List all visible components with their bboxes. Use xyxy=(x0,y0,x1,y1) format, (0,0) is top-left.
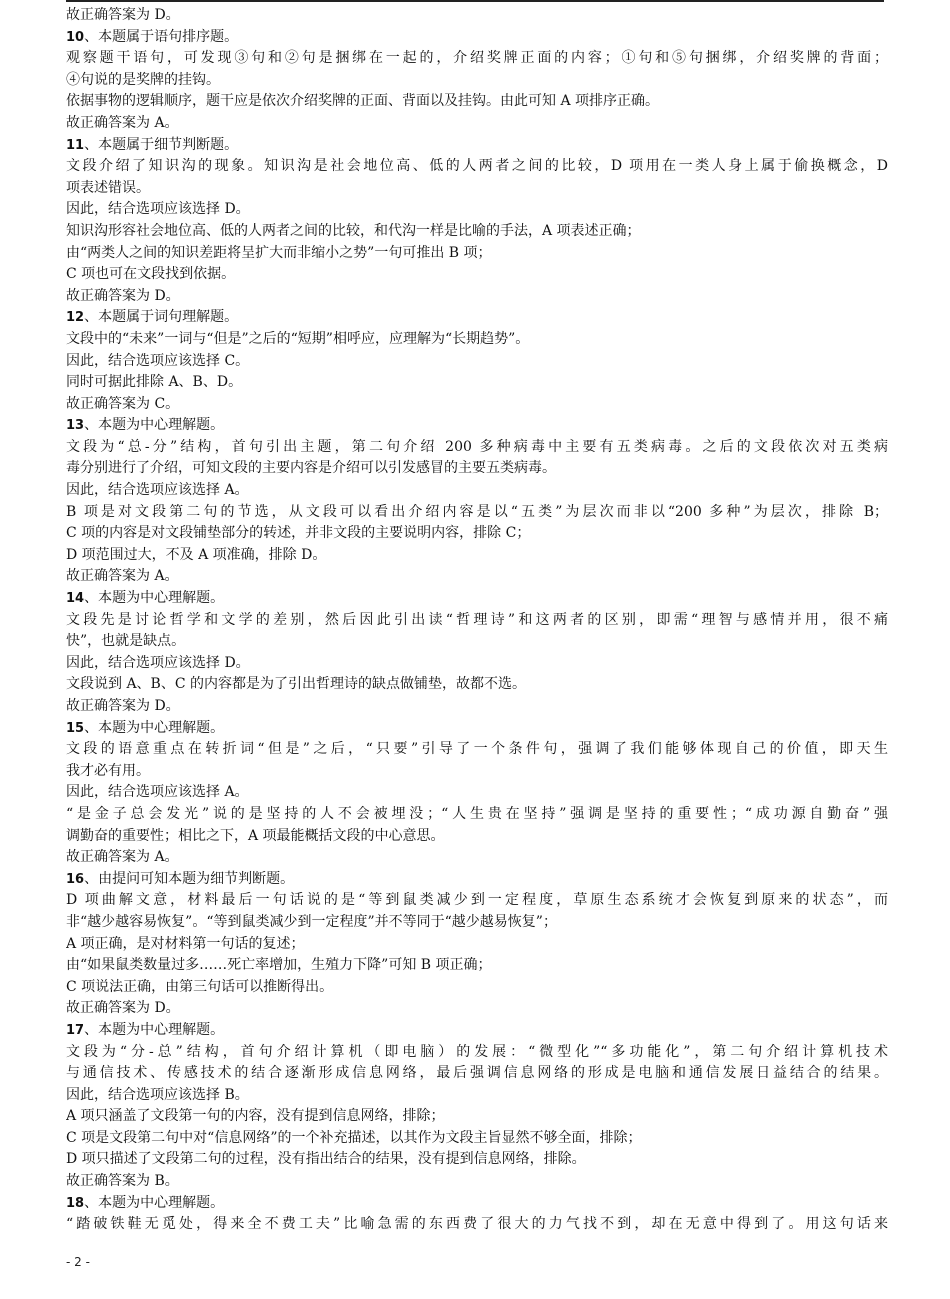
text-line: 文段先是讨论哲学和文学的差别，然后因此引出读“哲理诗”和这两者的区别，即需“理智与感情并用，很不痛 xyxy=(66,611,888,628)
text-line: 故正确答案为 D。 xyxy=(66,287,180,304)
text-line: 因此，结合选项应该选择 A。 xyxy=(66,784,249,801)
text-line: A 项只涵盖了文段第一句的内容，没有提到信息网络，排除； xyxy=(66,1108,445,1125)
text-line: 毒分别进行了介绍，可知文段的主要内容是介绍可以引发感冒的主要五类病毒。 xyxy=(66,460,556,477)
text-line: 与通信技术、传感技术的结合逐渐形成信息网络，最后强调信息网络的形成是电脑和通信发展日益结合的结果。 xyxy=(66,1065,888,1082)
question-heading xyxy=(66,415,888,437)
text-line: 故正确答案为 A。 xyxy=(66,114,179,131)
text-line: “是金子总会发光”说的是坚持的人不会被埋没；“人生贵在坚持”强调是坚持的重要性；“成功源自勤奋”强 xyxy=(66,805,888,822)
text-line: 因此，结合选项应该选择 C。 xyxy=(66,352,250,369)
text-line: 由“两类人之间的知识差距将呈扩大而非缩小之势”一句可推出 B 项； xyxy=(66,244,492,261)
text-line: 文段为“总-分”结构，首句引出主题，第二句介绍 200 多种病毒中主要有五类病毒。之后的文段依次对五类病 xyxy=(66,438,888,455)
text-line: 因此，结合选项应该选择 B。 xyxy=(66,1086,249,1103)
question-number: 10 xyxy=(66,29,85,45)
text-line: 项表述错误。 xyxy=(66,179,150,196)
question-number: 17 xyxy=(66,1022,85,1038)
text-line: D 项曲解文意，材料最后一句话说的是“等到鼠类减少到一定程度，草原生态系统才会恢复到原来的状态”，而 xyxy=(66,892,888,909)
question-number: 13 xyxy=(66,418,85,434)
question-number: 18 xyxy=(66,1195,85,1211)
text-line: 调勤奋的重要性；相比之下，A 项最能概括文段的中心意思。 xyxy=(66,827,445,844)
text-line: 故正确答案为 B。 xyxy=(66,1173,179,1190)
text-line: 因此，结合选项应该选择 D。 xyxy=(66,201,250,218)
question-heading-text: 、本题为中心理解题。 xyxy=(84,719,225,736)
question-heading xyxy=(66,869,888,891)
text-line: 故正确答案为 D。 xyxy=(66,7,180,23)
text-line: C 项的内容是对文段铺垫部分的转述，并非文段的主要说明内容，排除 C； xyxy=(66,525,531,542)
text-line: “踏破铁鞋无觅处，得来全不费工夫”比喻急需的东西费了很大的力气找不到，却在无意中得到了。用这句话来 xyxy=(66,1216,888,1233)
text-line: 文段的语意重点在转折词“但是”之后，“只要”引导了一个条件句，强调了我们能够体现自己的价值，即天生 xyxy=(66,741,888,758)
header-rule xyxy=(66,0,884,2)
text-line: C 项说法正确，由第三句话可以推断得出。 xyxy=(66,978,334,995)
question-number: 14 xyxy=(66,591,85,607)
text-line: 观察题干语句，可发现③句和②句是捆绑在一起的，介绍奖牌正面的内容；①句和⑤句捆绑，介绍奖牌的背面； xyxy=(66,50,888,67)
question-number: 16 xyxy=(66,871,85,887)
text-line: 同时可据此排除 A、B、D。 xyxy=(66,374,243,391)
text-line: 因此，结合选项应该选择 D。 xyxy=(66,654,250,671)
text-line: 我才必有用。 xyxy=(66,762,150,779)
text-line: A 项正确，是对材料第一句话的复述； xyxy=(66,935,305,952)
text-line: 故正确答案为 C。 xyxy=(66,395,180,412)
text-line: 知识沟形容社会地位高、低的人两者之间的比较，和代沟一样是比喻的手法，A 项表述正确； xyxy=(66,222,641,239)
text-line: 快”，也就是缺点。 xyxy=(66,633,186,650)
question-heading-text: 、本题为中心理解题。 xyxy=(84,590,225,607)
text-line: 文段介绍了知识沟的现象。知识沟是社会地位高、低的人两者之间的比较，D 项用在一类人身上属于偷换概念，D xyxy=(66,158,888,175)
text-line: D 项范围过大，不及 A 项准确，排除 D。 xyxy=(66,546,327,563)
text-line: 依据事物的逻辑顺序，题干应是依次介绍奖牌的正面、背面以及挂钩。由此可知 A 项排序正确。 xyxy=(66,93,660,110)
question-heading-text: 、本题属于细节判断题。 xyxy=(84,136,239,153)
text-line: B 项是对文段第二句的节选，从文段可以看出介绍内容是以“五类”为层次而非以“200 多种”为层次，排除 B； xyxy=(66,503,888,520)
question-heading xyxy=(66,588,888,610)
text-line: D 项只描述了文段第二句的过程，没有指出结合的结果，没有提到信息网络，排除。 xyxy=(66,1151,586,1168)
text-line: 由“如果鼠类数量过多……死亡率增加，生殖力下降”可知 B 项正确； xyxy=(66,957,492,974)
page-number: - 2 - xyxy=(66,1255,90,1269)
question-heading xyxy=(66,135,888,157)
question-heading xyxy=(66,1020,888,1042)
text-line: 文段说到 A、B、C 的内容都是为了引出哲理诗的缺点做铺垫，故都不选。 xyxy=(66,676,527,693)
text-line: ④句说的是奖牌的挂钩。 xyxy=(66,71,220,88)
text-line: 非“越少越容易恢复”。“等到鼠类减少到一定程度”并不等同于“越少越易恢复”； xyxy=(66,913,557,930)
question-heading-text: 、本题属于词句理解题。 xyxy=(84,309,239,326)
answer-explanations xyxy=(66,5,888,1236)
text-line: 故正确答案为 A。 xyxy=(66,568,179,585)
text-line: 故正确答案为 D。 xyxy=(66,1000,180,1017)
text-line: 文段中的“未来”一词与“但是”之后的“短期”相呼应，应理解为“长期趋势”。 xyxy=(66,330,530,347)
question-heading xyxy=(66,307,888,329)
text-line: C 项是文段第二句中对“信息网络”的一个补充描述，以其作为文段主旨显然不够全面，排除； xyxy=(66,1129,642,1146)
question-heading xyxy=(66,27,888,49)
question-heading-text: 、本题属于语句排序题。 xyxy=(84,28,239,45)
question-heading-text: 、本题为中心理解题。 xyxy=(84,1194,225,1211)
text-line: 因此，结合选项应该选择 A。 xyxy=(66,482,249,499)
question-number: 12 xyxy=(66,310,85,326)
text-line: C 项也可在文段找到依据。 xyxy=(66,266,236,283)
question-heading xyxy=(66,1193,888,1215)
question-heading-text: 、本题为中心理解题。 xyxy=(84,417,225,434)
text-line: 文段为“分-总”结构，首句介绍计算机（即电脑）的发展：“微型化”“多功能化”，第二句介绍计算机技术 xyxy=(66,1043,888,1060)
question-number: 11 xyxy=(66,137,85,153)
question-heading xyxy=(66,718,888,740)
text-line: 故正确答案为 A。 xyxy=(66,849,179,866)
question-number: 15 xyxy=(66,720,85,736)
question-heading-text: 、本题为中心理解题。 xyxy=(84,1021,225,1038)
text-line: 故正确答案为 D。 xyxy=(66,698,180,714)
question-heading-text: 、由提问可知本题为细节判断题。 xyxy=(84,870,295,887)
